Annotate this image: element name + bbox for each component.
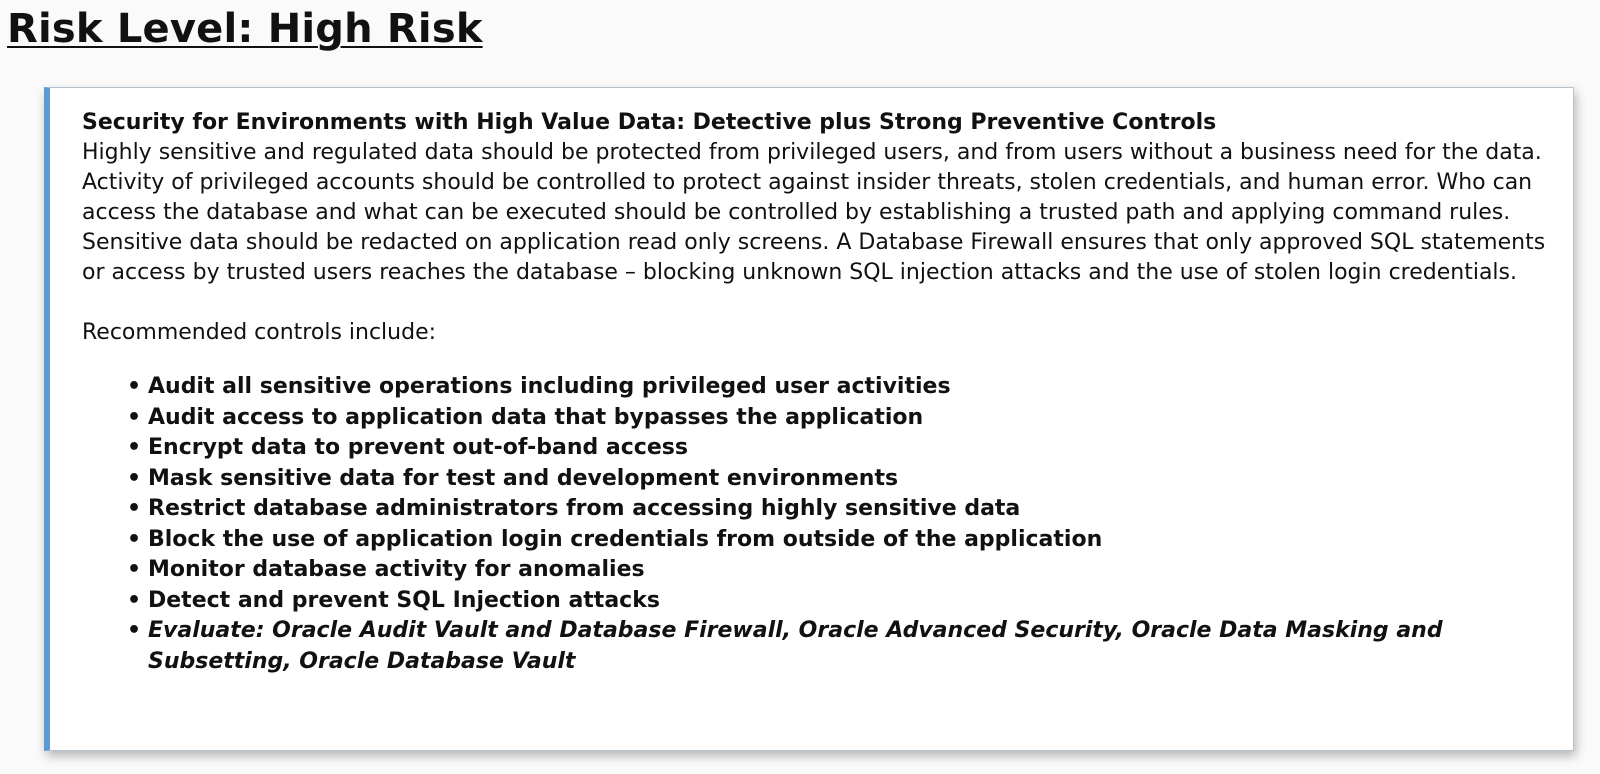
control-item: • Monitor database activity for anomalies xyxy=(127,555,1549,586)
bullet-icon: • xyxy=(127,374,142,399)
control-item: • Mask sensitive data for test and development environments xyxy=(127,464,1549,495)
bullet-icon: • xyxy=(127,465,142,491)
risk-level-title: Risk Level: High Risk xyxy=(7,6,483,52)
risk-recommendation-panel xyxy=(44,87,1574,751)
evaluate-products-item: • Evaluate: Oracle Audit Vault and Database Firewall, Oracle Advanced Security, Oracle Data Masking and Subsetting, Oracle Database Vault xyxy=(127,618,1443,674)
control-item: • Audit access to application data that bypasses the application xyxy=(127,403,1549,434)
panel-description: Highly sensitive and regulated data should be protected from privileged users, and from users without a business need for the data. Activity of privileged accounts should be controlled to protect against insider threats, stolen credentials, and human error. Who can access the database and what can be executed should be controlled by establishing a trusted path and applying command rules. Sensitive data should be redacted on application read only screens. A Database Firewall ensures that only approved SQL statements or access by trusted users reaches the database – blocking unknown SQL injection attacks and the use of stolen login credentials. xyxy=(82,140,1546,285)
bullet-icon: • xyxy=(127,404,142,430)
control-item: • Encrypt data to prevent out-of-band access xyxy=(127,433,1549,464)
panel-heading: Security for Environments with High Value Data: Detective plus Strong Preventive Controls xyxy=(82,110,1217,135)
control-item: • Block the use of application login credentials from outside of the application xyxy=(127,525,1549,556)
bullet-icon: • xyxy=(127,435,142,460)
bullet-icon: • xyxy=(127,557,142,582)
bullet-icon: • xyxy=(127,587,142,613)
recommended-controls-list xyxy=(82,372,1549,677)
control-item: • Audit all sensitive operations including privileged user activities xyxy=(127,372,1549,403)
recommended-controls-intro: Recommended controls include: xyxy=(82,320,437,345)
bullet-icon: • xyxy=(127,618,142,643)
bullet-icon: • xyxy=(127,526,142,552)
control-item: • Detect and prevent SQL Injection attacks xyxy=(127,586,1549,617)
control-item: • Restrict database administrators from accessing highly sensitive data xyxy=(127,494,1549,525)
bullet-icon: • xyxy=(127,496,142,521)
